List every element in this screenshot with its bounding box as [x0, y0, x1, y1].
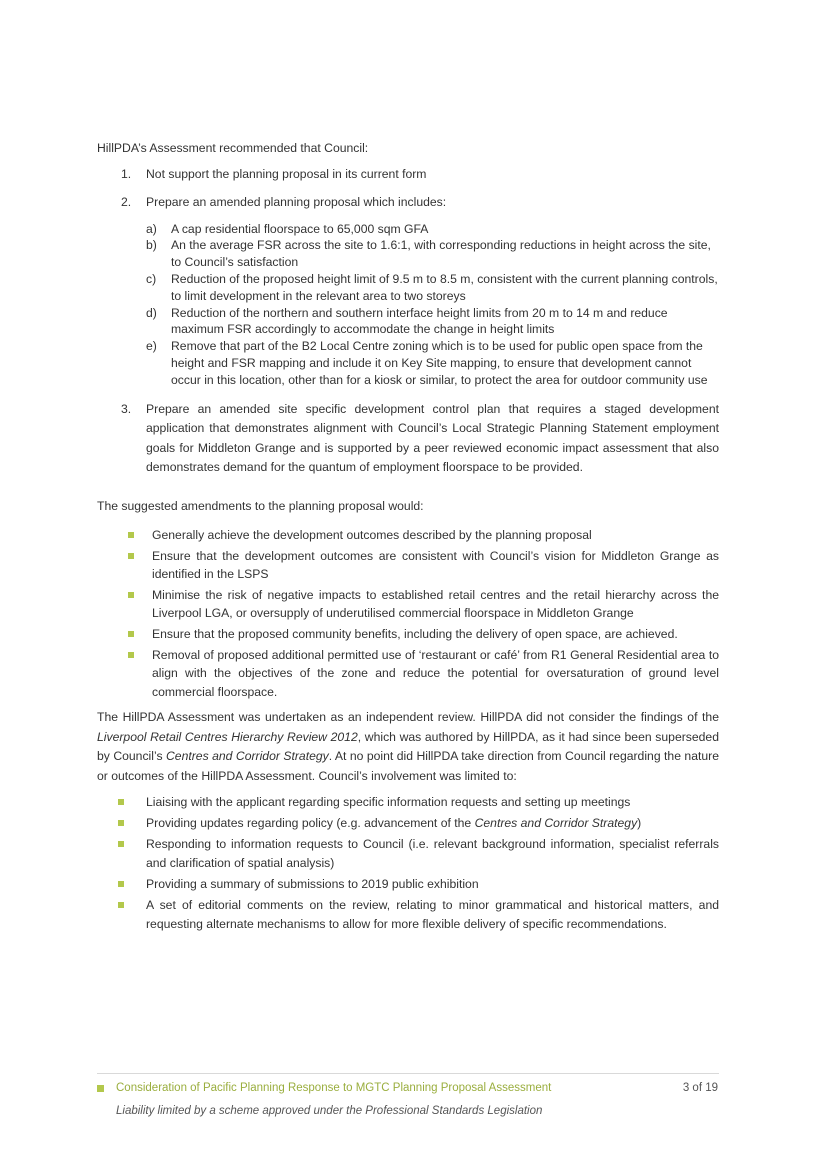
sub-item-text: Remove that part of the B2 Local Centre zoning which is to be used for public open space from the height and FSR mapping and include it on Key Site mapping, to ensure that development cannot occur in this location, other than for a kiosk or similar, to protect the area for outdoor community use: [171, 339, 708, 387]
list-item-text: Minimise the risk of negative impacts to established retail centres and the retail hierarchy across the Liverpool LGA, or oversupply of underutilised commercial floorspace in Middleton Grange: [152, 587, 719, 621]
bullet-square-icon: [128, 532, 134, 538]
strategy-title: Centres and Corridor Strategy: [474, 816, 638, 830]
item-text: Prepare an amended planning proposal which includes:: [146, 194, 447, 209]
list-item-text: Removal of proposed additional permitted use of ‘restaurant or café’ from R1 General Residential area to align with the objectives of the zone and reduce the potential for oversaturation of ground level commercial floorspace.: [152, 647, 719, 699]
sub-item-text: A cap residential floorspace to 65,000 sqm GFA: [171, 221, 429, 236]
list-item: [97, 835, 719, 873]
list-item-text: Generally achieve the development outcomes described by the planning proposal: [152, 528, 592, 542]
bullet-square-icon: [128, 652, 134, 658]
report-title: Liverpool Retail Centres Hierarchy Review 2012: [97, 729, 358, 744]
item-text: Not support the planning proposal in its current form: [146, 167, 427, 181]
numbered-item: [97, 194, 719, 389]
list-item-text: Providing updates regarding policy (e.g. advancement of the: [146, 816, 475, 830]
sub-item-letter: e): [146, 339, 157, 354]
list-item-text: Responding to information requests to Council (i.e. relevant background information, specialist referrals and clarification of spatial analysis): [146, 837, 719, 870]
sub-item-text: Reduction of the proposed height limit of 9.5 m to 8.5 m, consistent with the current planning controls, to limit development in the relevant area to two storeys: [171, 271, 718, 303]
list-item: [97, 875, 719, 894]
bullet-square-icon: [118, 841, 124, 847]
sub-item: [146, 338, 719, 388]
para-text: . At no point did HillPDA take direction from Council regarding the nature or outcomes of the HillPDA Assessment. Council’s involvement was limited to:: [97, 749, 719, 783]
bullet-square-icon: [128, 592, 134, 598]
sub-list: [146, 221, 719, 389]
sub-item-letter: b): [146, 238, 157, 253]
item-number: 2.: [121, 194, 132, 209]
bullet-square-icon: [128, 631, 134, 637]
bullet-square-icon: [118, 902, 124, 908]
list-item-text: Ensure that the proposed community benefits, including the delivery of open space, are achieved.: [152, 626, 678, 641]
list-item-text: Providing a summary of submissions to 2019 public exhibition: [146, 877, 479, 891]
strategy-title: Centres and Corridor Strategy: [166, 749, 329, 763]
bullet-square-icon: [118, 820, 124, 826]
footer-divider: [97, 1073, 719, 1074]
list-item: [97, 793, 719, 812]
para-text: The HillPDA Assessment was undertaken as an independent review. HillPDA did not consider the findings of the: [97, 710, 719, 724]
list-item-text: Liaising with the applicant regarding specific information requests and setting up meetings: [146, 795, 631, 809]
sub-item: [146, 221, 719, 238]
list-item: [97, 814, 719, 833]
list-item: [97, 526, 719, 545]
numbered-item: [97, 166, 719, 183]
sub-item: [146, 305, 719, 339]
footer-square-icon: [97, 1085, 104, 1092]
sub-item-text: Reduction of the northern and southern interface height limits from 20 m to 14 m and reduce maximum FSR accordingly to accommodate the change in height limits: [171, 305, 668, 337]
sub-item: [146, 237, 719, 271]
amendments-intro: The suggested amendments to the planning proposal would:: [97, 499, 424, 513]
independent-review-paragraph: [97, 708, 719, 786]
numbered-item: [97, 400, 719, 478]
footer-title: Consideration of Pacific Planning Response to MGTC Planning Proposal Assessment: [116, 1082, 552, 1094]
liability-statement: Liability limited by a scheme approved under the Professional Standards Legislation: [116, 1105, 543, 1117]
list-item: [97, 547, 719, 584]
sub-item-text: An the average FSR across the site to 1.6:1, with corresponding reductions in height across the site, to Council’s satisfaction: [171, 238, 711, 270]
bullet-square-icon: [118, 881, 124, 887]
list-item-text: A set of editorial comments on the review, relating to minor grammatical and historical matters, and requesting alternate mechanisms to allow for more flexible delivery of specific recommendations.: [146, 898, 719, 931]
sub-item-letter: a): [146, 221, 157, 236]
item-number: 1.: [121, 167, 132, 181]
sub-item-letter: d): [146, 305, 157, 320]
list-item: [97, 586, 719, 623]
list-item-text: Ensure that the development outcomes are consistent with Council’s vision for Middleton Grange as identified in the LSPS: [152, 548, 719, 582]
recommendations-list: [97, 166, 719, 489]
item-number: 3.: [121, 401, 132, 416]
intro-paragraph: HillPDA’s Assessment recommended that Council:: [97, 141, 369, 155]
list-item: [97, 896, 719, 934]
sub-item: [146, 271, 719, 305]
sub-item-letter: c): [146, 271, 157, 286]
list-item: [97, 646, 719, 702]
list-item-text: ): [637, 816, 642, 830]
amendments-bullet-list: [97, 526, 719, 703]
item-text: Prepare an amended site specific development control plan that requires a staged development application that demonstrates alignment with Council’s Local Strategic Planning Statement employment goals for Middleton Grange and is supported by a peer reviewed economic impact assessment that also demonstrates demand for the quantum of employment floorspace to be provided.: [146, 401, 719, 475]
bullet-square-icon: [118, 799, 124, 805]
list-item: [97, 625, 719, 644]
page-number: 3 of 19: [682, 1082, 718, 1094]
bullet-square-icon: [128, 553, 134, 559]
para-text: , which was authored by HillPDA, as it had since been superseded by Council’s: [97, 729, 719, 763]
council-involvement-list: [97, 793, 719, 936]
